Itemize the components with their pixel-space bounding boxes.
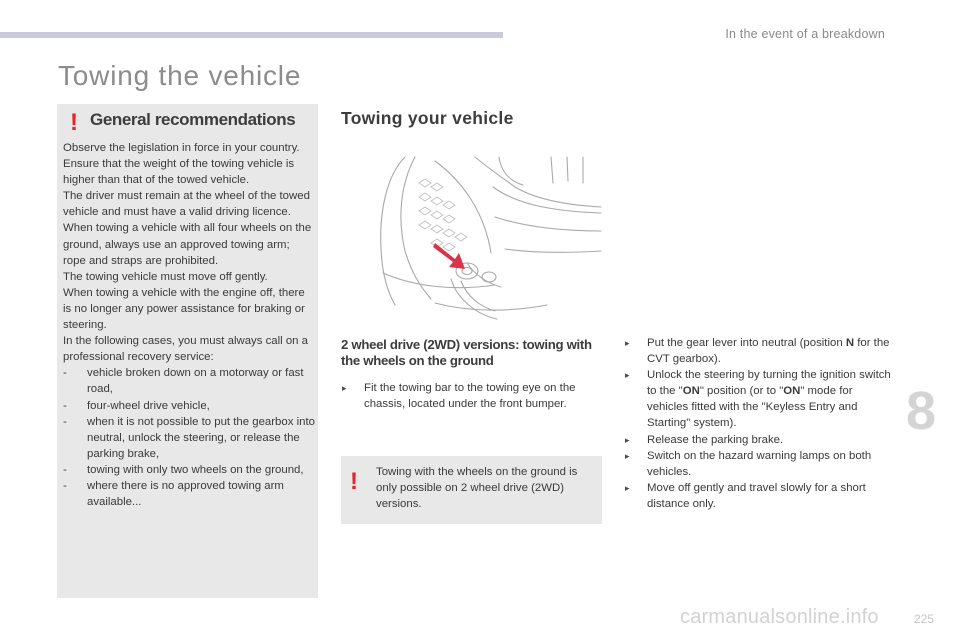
triangle-bullet-icon: ▸ <box>625 482 630 493</box>
step-text-part: for the CVT gearbox). <box>647 337 890 366</box>
list-item <box>340 380 602 412</box>
dash-marker: - <box>63 399 67 412</box>
list-item-text: four-wheel drive vehicle, <box>87 399 210 412</box>
chapter-number: 8 <box>906 381 937 441</box>
exclamation-icon: ! <box>70 109 78 136</box>
page-title: Towing the vehicle <box>58 60 302 91</box>
triangle-bullet-icon: ▸ <box>625 450 630 461</box>
towing-note-text: Towing with the wheels on the ground is only possible on 2 wheel drive (2WD) versions. <box>376 466 578 511</box>
list-item <box>63 462 315 478</box>
list-item <box>623 480 891 512</box>
paragraph: Ensure that the weight of the towing vehicle is higher than that of the towed vehicle. <box>63 158 295 187</box>
page-number: 225 <box>914 612 935 626</box>
general-recommendations-body <box>63 140 315 510</box>
list-item <box>63 365 315 397</box>
general-recommendations-box <box>57 104 318 598</box>
general-recommendations-title: General recommendations <box>90 110 296 129</box>
list-item <box>623 367 891 431</box>
step-text: Switch on the hazard warning lamps on both vehicles. <box>647 449 872 478</box>
watermark: carmanualsonline.info <box>680 606 879 628</box>
list-item <box>63 414 315 462</box>
list-item-text: vehicle broken down on a motorway or fast road, <box>87 367 304 396</box>
triangle-bullet-icon: ▸ <box>342 383 347 393</box>
paragraph: When towing a vehicle with all four wheels on the ground, always use an approved towing arm; rope and straps are prohibited. <box>63 222 312 267</box>
paragraph: The driver must remain at the wheel of the towed vehicle and must have a valid driving licence. <box>63 190 310 219</box>
list-item-text: when it is not possible to put the gearbox into neutral, unlock the steering, or release the parking brake, <box>87 415 315 460</box>
triangle-bullet-icon: ▸ <box>625 338 630 348</box>
step-text: Release the parking brake. <box>647 433 784 446</box>
paragraph: Observe the legislation in force in your country. <box>63 142 300 154</box>
step-text-part: " mode for vehicles fitted with the "Keyless Entry and Starting" system). <box>647 385 858 430</box>
towing-procedure-steps <box>623 335 891 512</box>
dash-marker: - <box>63 367 67 380</box>
paragraph: When towing a vehicle with the engine off, there is no longer any power assistance for braking or steering. <box>63 286 305 332</box>
list-item <box>623 335 891 367</box>
step-text-bold: ON <box>783 385 801 398</box>
list-item-text: where there is no approved towing arm available... <box>87 479 284 509</box>
paragraph: In the following cases, you must always call on a professional recovery service: <box>63 335 309 364</box>
step-text-part: " position (or to " <box>699 385 784 398</box>
header-rule <box>0 32 503 38</box>
dash-marker: - <box>63 415 67 428</box>
recovery-cases-list <box>63 365 315 510</box>
triangle-bullet-icon: ▸ <box>625 434 630 445</box>
step-text: Fit the towing bar to the towing eye on the chassis, located under the front bumper. <box>364 382 576 411</box>
dash-marker: - <box>63 463 67 476</box>
exclamation-icon: ! <box>350 468 358 495</box>
dash-marker: - <box>63 479 67 492</box>
step-text-bold: ON <box>682 385 700 398</box>
step-text-bold: N <box>845 337 855 349</box>
list-item <box>63 478 315 510</box>
general-recommendations-header <box>57 104 318 136</box>
section-header: In the event of a breakdown <box>725 27 885 41</box>
list-item <box>623 448 891 480</box>
list-item <box>623 432 891 448</box>
step-text: Move off gently and travel slowly for a short distance only. <box>647 481 866 510</box>
towing-note-box <box>341 456 602 524</box>
triangle-bullet-icon: ▸ <box>625 370 630 381</box>
front-bumper-towing-eye-illustration <box>375 153 603 323</box>
list-item-text: towing with only two wheels on the ground, <box>87 463 304 476</box>
towing-bar-steps <box>340 380 602 412</box>
list-item <box>63 398 315 414</box>
paragraph: The towing vehicle must move off gently. <box>63 270 268 283</box>
two-wheel-drive-subtitle: 2 wheel drive (2WD) versions: towing with the wheels on the ground <box>341 337 592 368</box>
step-text-part: Unlock the steering by turning the ignition switch to the " <box>647 369 891 398</box>
step-text-part: Put the gear lever into neutral (position <box>647 337 846 349</box>
towing-section-title: Towing your vehicle <box>341 108 514 128</box>
